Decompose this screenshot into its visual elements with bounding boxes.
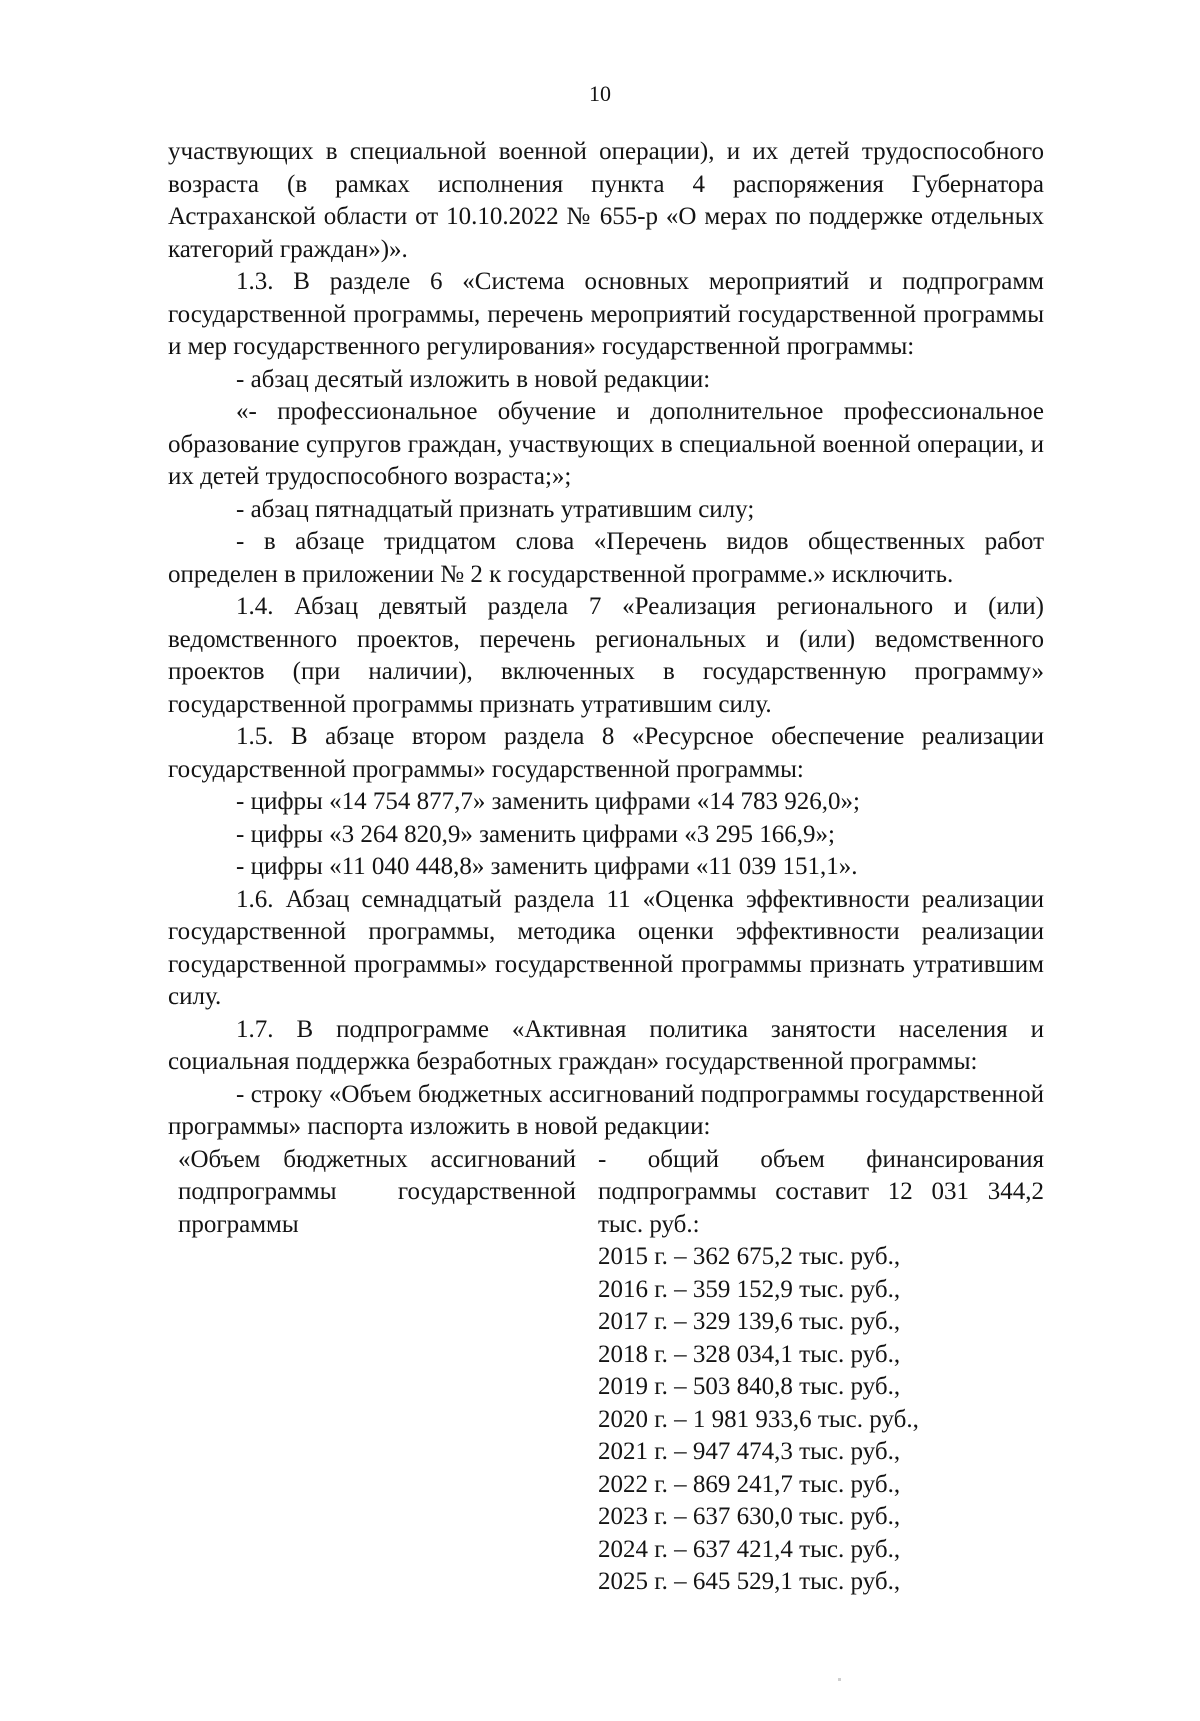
paragraph: - цифры «11 040 448,8» заменить цифрами «11 039 151,1». <box>236 853 858 880</box>
paragraph: 1.7. В подпрограмме «Активная политика занятости населения и социальная поддержка безработных граждан» государственной программы: <box>168 1015 1044 1075</box>
paragraph-list <box>168 136 1044 1144</box>
financing-year-item: 2017 г. – 329 139,6 тыс. руб., <box>598 1308 901 1335</box>
financing-year-item: 2021 г. – 947 474,3 тыс. руб., <box>598 1438 901 1465</box>
paragraph: - абзац десятый изложить в новой редакции: <box>236 365 711 393</box>
financing-by-year-list <box>598 1241 1044 1599</box>
paragraph: 1.5. В абзаце втором раздела 8 «Ресурсное обеспечение реализации государственной программы» государственной программы: <box>168 723 1044 783</box>
paragraph: - цифры «3 264 820,9» заменить цифрами «3 295 166,9»; <box>236 820 835 848</box>
page-number: 10 <box>589 81 611 106</box>
paragraph: 1.6. Абзац семнадцатый раздела 11 «Оценка эффективности реализации государственной программы, методика оценки эффективности реализации государственной программы» государственной программы признать утратившим силу. <box>168 885 1044 1010</box>
document-body <box>168 136 1044 1599</box>
paragraph: - цифры «14 754 877,7» заменить цифрами «14 783 926,0»; <box>236 788 860 815</box>
financing-total: - общий объем финансирования подпрограммы составит 12 031 344,2 тыс. руб.: <box>598 1145 1044 1238</box>
paragraph: - строку «Объем бюджетных ассигнований подпрограммы государственной программы» паспорта изложить в новой редакции: <box>168 1080 1044 1140</box>
paragraph: - в абзаце тридцатом слова «Перечень видов общественных работ определен в приложении № 2 к государственной программе.» исключить. <box>168 528 1044 588</box>
financing-year-item: 2019 г. – 503 840,8 тыс. руб., <box>598 1373 901 1400</box>
paragraph: - абзац пятнадцатый признать утратившим силу; <box>236 495 755 523</box>
paragraph: «- профессиональное обучение и дополнительное профессиональное образование супругов граждан, участвующих в специальной военной операции, и их детей трудоспособного возраста;»; <box>168 398 1044 490</box>
financing-year-item: 2020 г. – 1 981 933,6 тыс. руб., <box>598 1405 919 1433</box>
financing-year-item: 2024 г. – 637 421,4 тыс. руб., <box>598 1535 901 1563</box>
financing-year-item: 2023 г. – 637 630,0 тыс. руб., <box>598 1503 901 1530</box>
financing-year-item: 2016 г. – 359 152,9 тыс. руб., <box>598 1275 901 1303</box>
financing-year-item: 2022 г. – 869 241,7 тыс. руб., <box>598 1470 901 1498</box>
passport-row-value <box>598 1144 1044 1599</box>
passport-row <box>168 1144 1044 1599</box>
financing-year-item: 2018 г. – 328 034,1 тыс. руб., <box>598 1340 901 1368</box>
scan-speck <box>838 1678 841 1681</box>
passport-row-label: «Объем бюджетных ассигнований подпрограммы государственной программы <box>178 1145 576 1238</box>
paragraph: 1.3. В разделе 6 «Система основных мероприятий и подпрограмм государственной программы, перечень мероприятий государственной программы и мер государственного регулирования» государственной программы: <box>168 268 1044 360</box>
paragraph: 1.4. Абзац девятый раздела 7 «Реализация регионального и (или) ведомственного проектов, перечень региональных и (или) ведомственного проектов (при наличии), включенных в государственную программу» государственной программы признать утратившим силу. <box>168 593 1044 718</box>
financing-year-item: 2025 г. – 645 529,1 тыс. руб., <box>598 1568 901 1595</box>
financing-year-item: 2015 г. – 362 675,2 тыс. руб., <box>598 1243 901 1270</box>
paragraph: участвующих в специальной военной операции), и их детей трудоспособного возраста (в рамках исполнения пункта 4 распоряжения Губернатора Астраханской области от 10.10.2022 № 655-р «О мерах по поддержке отдельных категорий граждан»)». <box>168 138 1044 263</box>
